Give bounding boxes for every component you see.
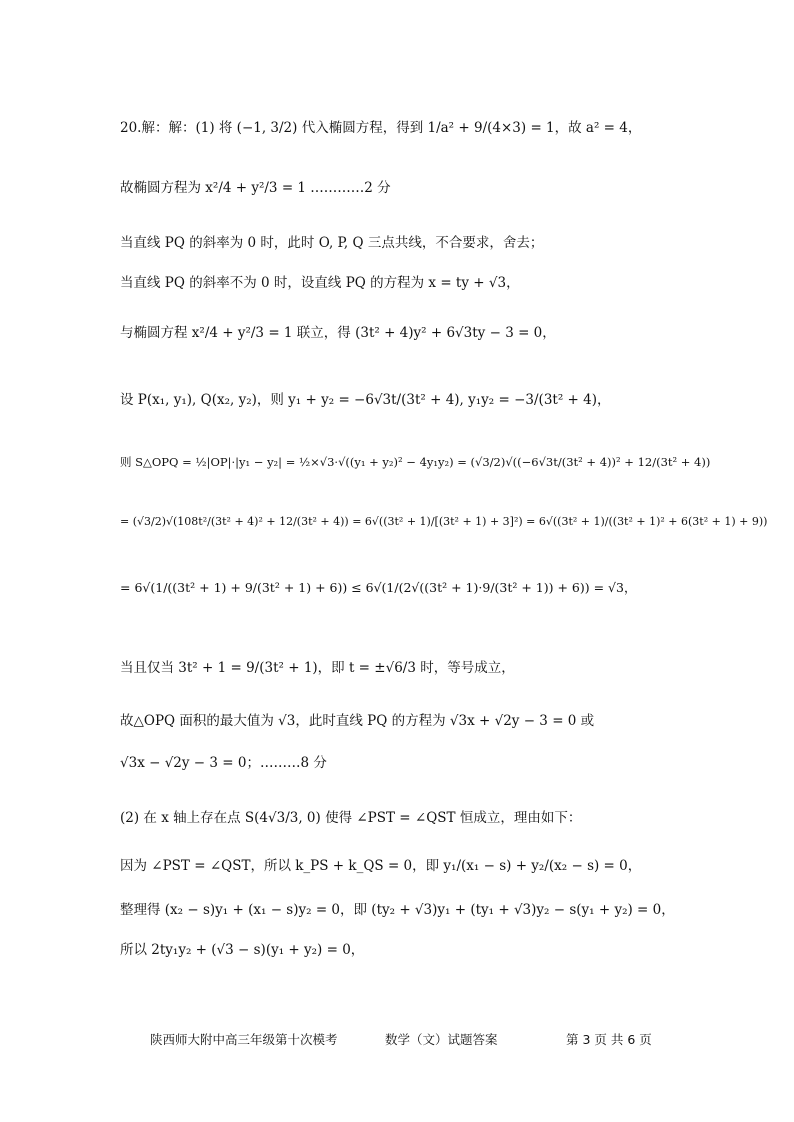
- solution-line: 故△OPQ 面积的最大值为 √3，此时直线 PQ 的方程为 √3x + √2y − 3 = 0 或: [120, 713, 595, 729]
- footer-subject: 数学（文）试题答案: [385, 1032, 498, 1047]
- footer-school: 陕西师大附中高三年级第十次模考: [150, 1032, 338, 1047]
- solution-line: 设 P(x₁, y₁), Q(x₂, y₂)，则 y₁ + y₂ = −6√3t/(3t² + 4), y₁y₂ = −3/(3t² + 4)，: [120, 392, 611, 408]
- solution-line: 与椭圆方程 x²/4 + y²/3 = 1 联立，得 (3t² + 4)y² + 6√3ty − 3 = 0，: [120, 325, 556, 341]
- solution-line: 故椭圆方程为 x²/4 + y²/3 = 1 …………2 分: [120, 180, 391, 196]
- solution-line: 当且仅当 3t² + 1 = 9/(3t² + 1)，即 t = ±√6/3 时，等号成立，: [120, 660, 515, 676]
- solution-line: = (√3/2)√(108t²/(3t² + 4)² + 12/(3t² + 4)) = 6√((3t² + 1)/[(3t² + 1) + 3]²) = 6√((3t² + 1)/((3t² + 1)² + 6(3t² + 1) + 9)): [120, 515, 768, 528]
- solution-line: 当直线 PQ 的斜率为 0 时，此时 O, P, Q 三点共线，不合要求，舍去；: [120, 235, 544, 251]
- solution-line: = 6√(1/((3t² + 1) + 9/(3t² + 1) + 6)) ≤ 6√(1/(2√((3t² + 1)·9/(3t² + 1)) + 6)) = √3，: [120, 580, 637, 595]
- solution-line: 因为 ∠PST = ∠QST，所以 k_PS + k_QS = 0，即 y₁/(x₁ − s) + y₂/(x₂ − s) = 0，: [120, 858, 642, 874]
- solution-line: (2) 在 x 轴上存在点 S(4√3/3, 0) 使得 ∠PST = ∠QST 恒成立，理由如下：: [120, 810, 582, 826]
- solution-line: 整理得 (x₂ − s)y₁ + (x₁ − s)y₂ = 0，即 (ty₂ + √3)y₁ + (ty₁ + √3)y₂ − s(y₁ + y₂) = 0，: [120, 902, 675, 918]
- solution-line: 则 S△OPQ = ½|OP|·|y₁ − y₂| = ½×√3·√((y₁ + y₂)² − 4y₁y₂) = (√3/2)√((−6√3t/(3t² + 4))² + 12/(3t² + 4)): [120, 455, 711, 469]
- solution-line: 20.解：解：(1) 将 (−1, 3/2) 代入椭圆方程，得到 1/a² + 9/(4×3) = 1，故 a² = 4，: [120, 120, 642, 136]
- footer-page-number: 第 3 页 共 6 页: [566, 1032, 652, 1047]
- solution-line: 当直线 PQ 的斜率不为 0 时，设直线 PQ 的方程为 x = ty + √3，: [120, 275, 520, 291]
- solution-line: 所以 2ty₁y₂ + (√3 − s)(y₁ + y₂) = 0，: [120, 942, 365, 958]
- solution-line: √3x − √2y − 3 = 0；………8 分: [120, 755, 327, 771]
